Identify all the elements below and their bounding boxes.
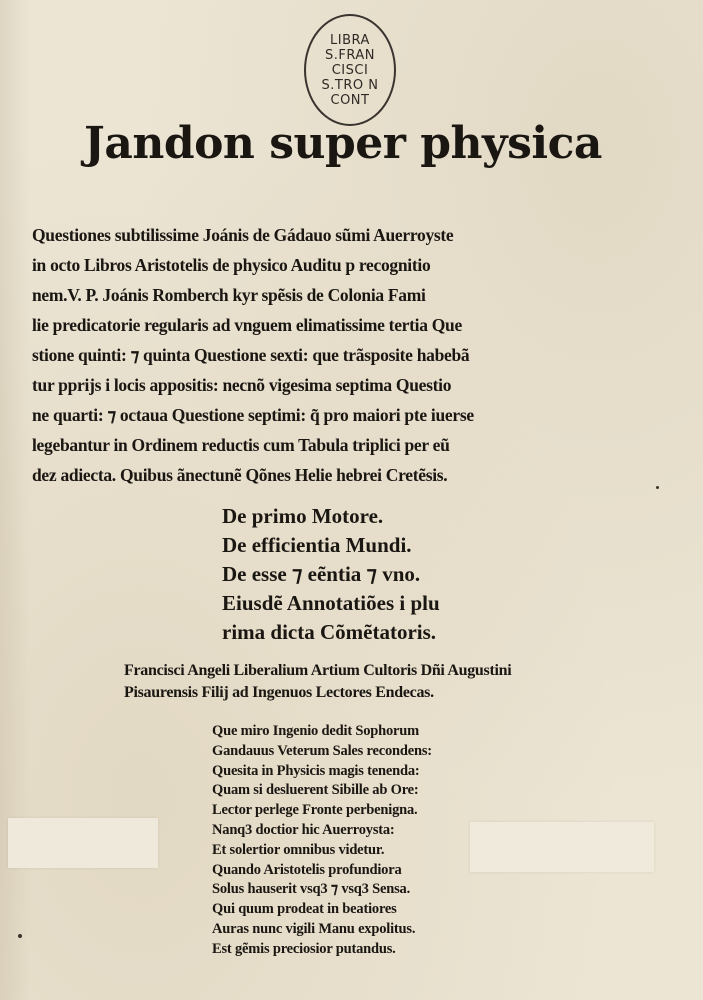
poem-line: Nanq3 doctior hic Auerroysta: xyxy=(212,821,395,838)
paper-repair-left xyxy=(8,818,158,868)
text-line: Questiones subtilissime Joánis de Gádauo sũmi Auerroyste xyxy=(32,225,454,245)
treatise-line: Eiusdẽ Annotatiões i plu xyxy=(222,591,440,615)
text-line: legebantur in Ordinem reductis cum Tabula triplici per eũ xyxy=(32,435,450,455)
text-line: tur pprijs i locis appositis: necnõ vigesima septima Questio xyxy=(32,375,452,395)
treatise-list xyxy=(222,502,440,647)
treatise-line: De efficientia Mundi. xyxy=(222,533,412,557)
text-line: lie predicatorie regularis ad vnguem elimatissime tertia Que xyxy=(32,315,462,335)
poem-line: Qui quum prodeat in beatiores xyxy=(212,901,397,918)
poem-line: Quam si desluerent Sibille ab Ore: xyxy=(212,782,419,799)
dedication-line: Francisci Angeli Liberalium Artium Cultoris Dñi Augustini xyxy=(124,662,512,679)
text-line: ne quarti: ⁊ octaua Questione septimi: q̃ pro maiori pte iuerse xyxy=(32,405,474,425)
poem-line: Solus hauserit vsq3 ⁊ vsq3 Sensa. xyxy=(212,881,411,898)
library-stamp xyxy=(304,14,396,126)
treatise-line: De primo Motore. xyxy=(222,504,384,528)
stamp-line: LIBRA xyxy=(330,32,370,48)
poem xyxy=(212,722,432,960)
stamp-line: S.TRO N xyxy=(321,77,379,93)
paper-repair-right xyxy=(470,822,654,872)
title-paragraph xyxy=(32,220,692,490)
poem-line: Est gẽmis preciosior putandus. xyxy=(212,940,396,957)
poem-line: Que miro Ingenio dedit Sophorum xyxy=(212,723,420,739)
poem-line: Auras nunc vigili Manu expolitus. xyxy=(212,920,416,937)
text-line: in octo Libros Aristotelis de physico Auditu p recognitio xyxy=(32,255,431,275)
stamp-line: CONT xyxy=(330,92,370,108)
ink-spot xyxy=(18,934,22,938)
poem-line: Lector perlege Fronte perbenigna. xyxy=(212,802,418,819)
poem-line: Quando Aristotelis profundiora xyxy=(212,861,402,878)
treatise-line: De esse ⁊ eẽntia ⁊ vno. xyxy=(222,562,421,586)
poem-line: Et solertior omnibus videtur. xyxy=(212,841,385,858)
text-line: nem.V. P. Joánis Romberch kyr spẽsis de Colonia Fami xyxy=(32,285,426,305)
text-line: stione quinti: ⁊ quinta Questione sexti: que trãsposite habebã xyxy=(32,345,470,365)
poem-line: Quesita in Physicis magis tenenda: xyxy=(212,762,420,779)
dedication-heading xyxy=(124,660,644,704)
stamp-line: S.FRAN xyxy=(325,47,375,63)
dedication-line: Pisaurensis Filij ad Ingenuos Lectores Endecas. xyxy=(124,684,434,701)
text-line: dez adiecta. Quibus ãnectunẽ Qõnes Helie hebrei Cretẽsis. xyxy=(32,465,448,485)
poem-line: Gandauus Veterum Sales recondens: xyxy=(212,742,432,759)
treatise-line: rima dicta Cõmẽtatoris. xyxy=(222,620,437,644)
page-title: Jandon super physica xyxy=(84,118,602,169)
stamp-line: CISCI xyxy=(331,62,369,78)
